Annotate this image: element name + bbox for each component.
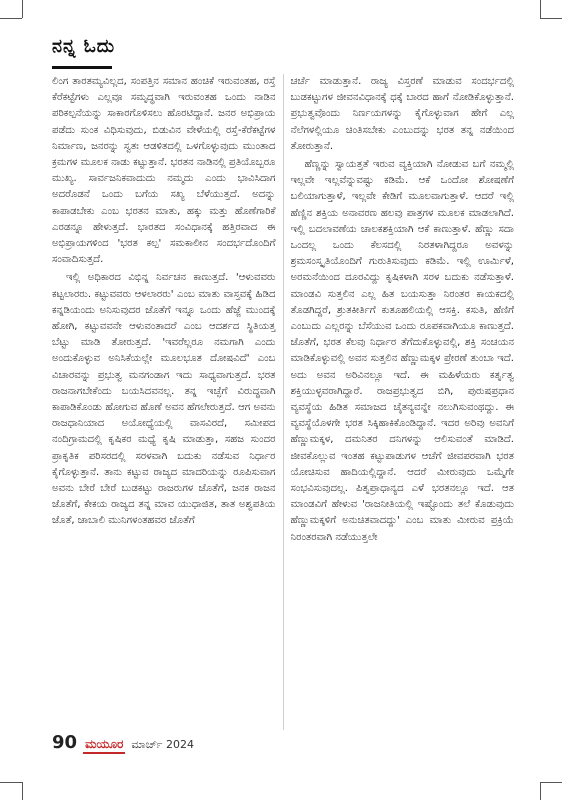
column-divider bbox=[283, 74, 284, 730]
magazine-logo: ಮಯೂರ bbox=[83, 737, 125, 754]
paragraph: ಇಲ್ಲಿ ಅಧಿಕಾರದ ವಿಭಿನ್ನ ನಿರ್ವಚನ ಕಾಣುತ್ತದೆ. 'ಆಳುವವರು ಕಟ್ಟಲಾರರು. ಕಟ್ಟುವವರು ಆಳಲಾರರು' ಎಂಬ ಮಾತು ವಾಸ್ತವಕ್ಕೆ ಹಿಡಿದ ಕನ್ನಡಿಯಂದು ಅನಿಸುವುದರ ಜೊತೆಗೆ ಇನ್ನೂ ಒಂದು ಹೆಜ್ಜೆ ಮುಂದಕ್ಕೆ ಹೋಗಿ, ಕಟ್ಟುವವನೇ ಆಳುವಂತಾದರೆ ಎಂಬ ಆದರ್ಶದ ಸ್ಥಿತಿಯತ್ತ ಬೆಟ್ಟು ಮಾಡಿ ತೋರುತ್ತದೆ. 'ಇವರೆಲ್ಲರೂ ನಮಗಾಗಿ ಎಂದು ಅಂದುಕೊಳ್ಳುವ ಅನಿಸಿಕೆಯಲ್ಲೇ ಮೂಲಭೂತ ದೋಷವಿದೆ' ಎಂಬ ವಿಚಾರವನ್ನು ಪ್ರಭುತ್ವ ಮನಗಂಡಾಗ ಇದು ಸಾಧ್ಯವಾಗುತ್ತದೆ. ಭರತ ರಾಜನಾಗಬೇಕೆಂದು ಬಯಸಿದವನಲ್ಲ. ತನ್ನ ಇಚ್ಛೆಗೆ ವಿರುದ್ಧವಾಗಿ ಕಾಪಾಡಿಕೊಂಡು ಹೋಗುವ ಹೊಣೆ ಅವನ ಹೆಗಲೇರುತ್ತದೆ. ಆಗ ಅವನು ರಾಜಧಾನಿಯಾದ ಅಯೋಧ್ಯೆಯಲ್ಲಿ ವಾಸವಿರದೆ, ಸಮೀಪದ ನಂದಿಗ್ರಾಮದಲ್ಲಿ ಕೃಷಿಕರ ಮಧ್ಯೆ ಕೃಷಿ ಮಾಡುತ್ತಾ, ಸಹಜ ಸುಂದರ ಪ್ರಾಕೃತಿಕ ಪರಿಸರದಲ್ಲಿ ಸರಳವಾಗಿ ಬದುಕು ನಡೆಸುವ ನಿರ್ಧಾರ ಕೈಗೊಳ್ಳುತ್ತಾನೆ. ತಾನು ಕಟ್ಟುವ ರಾಜ್ಯದ ಮಾದರಿಯನ್ನು ರೂಪಿಸುವಾಗ ಅವನು ಬೇರೆ ಬೇರೆ ಬುಡಕಟ್ಟು ರಾಜರುಗಳ ಜೊತೆಗೆ, ಜನಕ ರಾಜನ ಜೊತೆಗೆ, ಕೇಕಯ ರಾಜ್ಯದ ತನ್ನ ಮಾವ ಯುಧಾಜಿತ, ತಾತ ಅಶ್ವಪತಿಯ ಜೊತೆ, ಜಾಬಾಲಿ ಮುನಿಗಳಂತಹವರ ಜೊತೆಗೆ bbox=[52, 272, 276, 527]
article-column-left bbox=[52, 74, 276, 730]
paragraph: ಹೆಣ್ಣನ್ನು ಸ್ವಾಯತ್ತತೆ ಇರುವ ವ್ಯಕ್ತಿಯಾಗಿ ನೋಡುವ ಬಗೆ ನಮ್ಮಲ್ಲಿ ಇಲ್ಲವೇ ಇಲ್ಲವೆನ್ನುವಷ್ಟು ಕಡಿಮೆ. ಆಕೆ ಒಂದೋ ಶೋಷಣೆಗೆ ಬಲಿಯಾಗುತ್ತಾಳೆ, ಇಲ್ಲವೇ ಕೇಡಿಗೆ ಮೂಲವಾಗುತ್ತಾಳೆ. ಆದರೆ ಇಲ್ಲಿ ಹೆಣ್ಣಿನ ಶಕ್ತಿಯ ಅನಾವರಣ ಹಲವು ಪಾತ್ರಗಳ ಮೂಲಕ ಮಾಡಲಾಗಿದೆ. ಇಲ್ಲಿ ಬದಲಾವಣೆಯ ಚಾಲಕಶಕ್ತಿಯಾಗಿ ಆಕೆ ಕಾಣುತ್ತಾಳೆ. ಹೆಣ್ಣು ಸದಾ ಒಂದಲ್ಲ ಒಂದು ಕೆಲಸದಲ್ಲಿ ನಿರತಳಾಗಿದ್ದರೂ ಅವಳನ್ನು ಶ್ರಮಸಂಸ್ಕೃತಿಯೊಂದಿಗೆ ಗುರುತಿಸುವುದು ಕಡಿಮೆ. ಇಲ್ಲಿ ಊರ್ಮಿಳೆ, ಅರಮನೆಯಿಂದ ದೂರವಿದ್ದು ಕೃಷಿಕಳಾಗಿ ಸರಳ ಬದುಕು ನಡೆಸುತ್ತಾಳೆ. ಮಾಂಡವಿ ಸುತ್ತಲಿನ ಎಲ್ಲ ಹಿತ ಬಯಸುತ್ತಾ ನಿರಂತರ ಕಾಯಕದಲ್ಲಿ ತೊಡಗಿದ್ದರೆ, ಶ್ರುತಕೀರ್ತಿಗೆ ಕುತೂಹಲಿಯಲ್ಲಿ ಆಸಕ್ತಿ. ಕಸುತಿ, ಹೆಣಿಗೆ ಎಂಬುದು ಎಲ್ಲರನ್ನು ಬೆಸೆಯುವ ಒಂದು ರೂಪಕವಾಗಿಯೂ ಕಾಣುತ್ತದೆ. ಜೊತೆಗೆ, ಭರತ ಕೆಲವು ನಿರ್ಧಾರ ತೆಗೆದುಕೊಳ್ಳುವಲ್ಲಿ, ಶಕ್ತಿ ಸಂಚಯನ ಮಾಡಿಕೊಳ್ಳುವಲ್ಲಿ ಅವನ ಸುತ್ತಲಿನ ಹೆಣ್ಣುಮಕ್ಕಳ ಪ್ರೇರಣೆ ತುಂಬಾ ಇದೆ. ಅದು ಅವನ ಅರಿವಿನಲ್ಲೂ ಇದೆ. ಈ ಮಹಿಳೆಯರು ಕರ್ತೃತ್ವ ಶಕ್ತಿಯುಳ್ಳವರಾಗಿದ್ದಾರೆ. ರಾಜಪ್ರಭುತ್ವದ ಬಿಗಿ, ಪುರುಷಪ್ರಧಾನ ವ್ಯವಸ್ಥೆಯ ಹಿಡಿತ ಸಮಾಜದ ಚೈತನ್ಯವನ್ನೇ ನಲುಗಿಸುವಂಥದ್ದು. ಈ ವ್ಯವಸ್ಥೆಯೊಳಗೇ ಭರತ ಸಿಕ್ಕಿಹಾಕಿಕೊಂಡಿದ್ದಾನೆ. ಇದರ ಅರಿವು ಅವನಿಗೆ ಹೆಣ್ಣುಮಕ್ಕಳ, ದಮನಿತರ ದನಿಗಳನ್ನು ಆಲಿಸುವಂತೆ ಮಾಡಿದೆ. ಜೀವಕೊಲ್ಲುವ ಇಂತಹ ಕಟ್ಟುಪಾಡುಗಳ ಆಚೆಗೆ ಜೀವಪರವಾಗಿ ಭರತ ಯೋಚಿಸುವ ಹಾದಿಯಲ್ಲಿದ್ದಾನೆ. ಆದರೆ ಮೀರುವುದು ಒಮ್ಮೆಗೇ ಸಂಭವಿಸುವುದಲ್ಲ. ಪಿತೃಪ್ರಾಧಾನ್ಯದ ಎಳೆ ಭರತನಲ್ಲೂ ಇದೆ. ಆತ ಮಾಂಡವಿಗೆ ಹೇಳುವ 'ರಾಜನೀತಿಯಲ್ಲಿ ಇಷ್ಟೊಂದು ತಲೆ ಕೊಡುವುದು ಹೆಣ್ಣುಮಕ್ಕಳಿಗೆ ಅನುಚಿತವಾದದ್ದು' ಎಂಬ ಮಾತು ಮೀರುವ ಪ್ರಕ್ರಿಯೆ ನಿರಂತರವಾಗಿ ನಡೆಯುತ್ತಲೇ bbox=[290, 159, 514, 543]
article-column-right bbox=[291, 74, 515, 730]
issue-date: ಮಾರ್ಚ್ 2024 bbox=[131, 738, 194, 751]
page-number: 90 bbox=[52, 732, 78, 753]
title-underline bbox=[52, 66, 112, 69]
page-footer bbox=[52, 732, 194, 760]
section-title: ನನ್ನ ಓದು bbox=[52, 36, 116, 57]
crop-mark bbox=[540, 782, 562, 783]
crop-mark bbox=[540, 18, 562, 19]
article-body bbox=[52, 74, 514, 730]
crop-mark bbox=[540, 0, 541, 18]
crop-mark bbox=[22, 782, 23, 800]
crop-mark bbox=[0, 782, 22, 783]
crop-mark bbox=[22, 0, 23, 18]
paragraph: ಲಿಂಗ ತಾರತಮ್ಯವಿಲ್ಲದ, ಸಂಪತ್ತಿನ ಸಮಾನ ಹಂಚಿಕೆ ಇರುವಂತಹ, ರಸ್ತೆ ಕೆರೆಕಟ್ಟೆಗಳು ಎಲ್ಲವೂ ಸಮೃದ್ಧವಾಗಿ ಇರುವಂತಹ ಒಂದು ನಾಡಿನ ಪರಿಕಲ್ಪನೆಯನ್ನು ಸಾಕಾರಗೊಳಿಸಲು ಹೊರಟಿದ್ದಾನೆ. ಜನರ ಅಭಿಪ್ರಾಯ ಪಡೆದು ಸುಂಕ ವಿಧಿಸುವುದು, ಬಿಡುವಿನ ವೇಳೆಯಲ್ಲಿ ರಸ್ತೆ-ಕೆರೆಕಟ್ಟೆಗಳ ನಿರ್ಮಾಣ, ಜನರನ್ನು ಸ್ವತಃ ಆಡಳಿತದಲ್ಲಿ ಒಳಗೊಳ್ಳುವುದು ಮುಂತಾದ ಕ್ರಮಗಳ ಮೂಲಕ ನಾಡು ಕಟ್ಟುತ್ತಾನೆ. ಭರತನ ನಾಡಿನಲ್ಲಿ ಪ್ರತಿಯೊಬ್ಬರೂ ಮುಖ್ಯ. ಸಾರ್ವಜನಿಕವಾದುದು ನಮ್ಮದು ಎಂದು ಭಾವಿಸಿದಾಗ ಅದರೊಡನೆ ಒಂದು ಬಗೆಯ ಸಖ್ಯ ಬೆಳೆಯುತ್ತದೆ. ಅದನ್ನು ಕಾಪಾಡಬೇಕು ಎಂಬ ಭರತನ ಮಾತು, ಹಕ್ಕು ಮತ್ತು ಹೊಣೆಗಾರಿಕೆ ಎರಡನ್ನೂ ಹೇಳುತ್ತದೆ. ಭಾರತದ ಸಂವಿಧಾನಕ್ಕೆ ಹತ್ತಿರವಾದ ಈ ಅಭಿಪ್ರಾಯಗಳಿಂದ 'ಭರತ ಕಲ್ಪ' ಸಮಕಾಲೀನ ಸಂದರ್ಭದೊಂದಿಗೆ ಸಂವಾದಿಸುತ್ತದೆ. bbox=[52, 76, 276, 266]
magazine-page bbox=[40, 20, 522, 780]
crop-mark bbox=[540, 782, 541, 800]
crop-mark bbox=[0, 18, 22, 19]
paragraph: ಚರ್ಚೆ ಮಾಡುತ್ತಾನೆ. ರಾಜ್ಯ ವಿಸ್ತರಣೆ ಮಾಡುವ ಸಂದರ್ಭದಲ್ಲಿ ಬುಡಕಟ್ಟುಗಳ ಜೀವನವಿಧಾನಕ್ಕೆ ಧಕ್ಕೆ ಬಾರದ ಹಾಗೆ ನೋಡಿಕೊಳ್ಳುತ್ತಾನೆ. ಪ್ರಭುತ್ವವೊಂದು ನಿರ್ಣಯಗಳನ್ನು ಕೈಗೊಳ್ಳುವಾಗ ಹೇಗೆ ಎಲ್ಲ ನೆಲೆಗಳಲ್ಲಿಯೂ ಚಿಂತಿಸಬೇಕು ಎಂಬುದನ್ನು ಭರತ ತನ್ನ ನಡೆಯಿಂದ ತೋರುತ್ತಾನೆ. bbox=[290, 76, 514, 152]
